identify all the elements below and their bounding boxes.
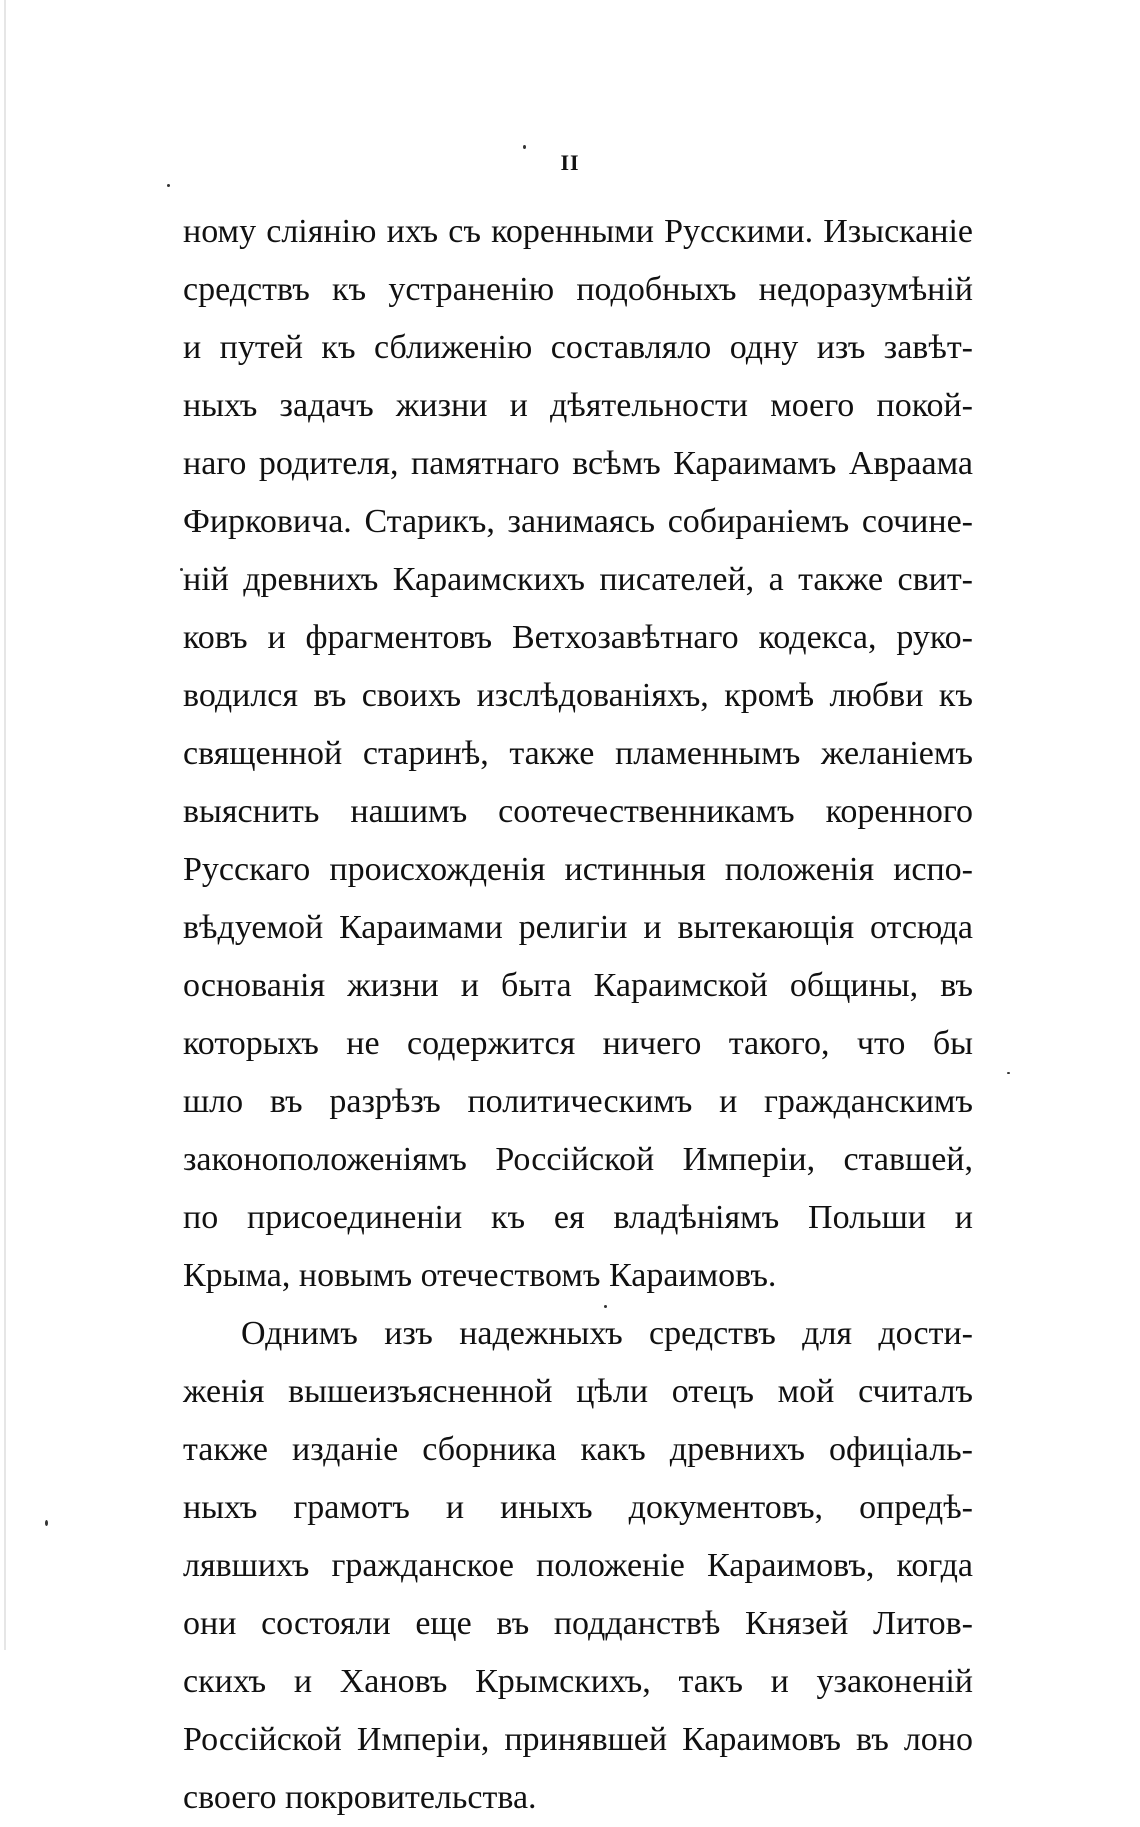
text-line: законоположенiямъ Россiйской Имперiи, ставшей,: [183, 1141, 973, 1178]
text-line: наго родителя, памятнаго всѣмъ Караимамъ Авраама: [183, 445, 973, 482]
text-line: вѣдуемой Караимами религiи и вытекающiя отсюда: [183, 909, 973, 946]
page-number: II: [560, 150, 580, 175]
text-line: средствъ къ устраненiю подобныхъ недоразумѣнiй: [183, 271, 973, 308]
scan-speck: [45, 1520, 48, 1526]
text-line: ныхъ задачъ жизни и дѣятельности моего покой-: [183, 387, 973, 424]
text-line: Фирковича. Старикъ, занимаясь собиранiемъ сочине-: [183, 503, 973, 540]
text-line: основанiя жизни и быта Караимской общины, въ: [183, 967, 973, 1004]
text-line: скихъ и Хановъ Крымскихъ, такъ и узаконенiй: [183, 1663, 973, 1700]
body-text: [183, 203, 973, 1827]
text-line: выяснить нашимъ соотечественникамъ коренного: [183, 793, 973, 830]
scan-speck: [180, 568, 183, 571]
text-line: Однимъ изъ надежныхъ средствъ для дости-: [241, 1315, 973, 1352]
page-edge-shadow: [4, 0, 6, 1650]
text-line: ковъ и фрагментовъ Ветхозавѣтнаго кодекса, руко-: [183, 619, 973, 656]
scan-speck: [1007, 1072, 1010, 1074]
scan-speck: [523, 145, 526, 149]
text-line: женiя вышеизъясненной цѣли отецъ мой считалъ: [183, 1373, 973, 1410]
text-line: священной старинѣ, также пламеннымъ желанiемъ: [183, 735, 973, 772]
text-line: Русскаго происхожденiя истинныя положенiя испо-: [183, 851, 973, 888]
text-line: нiй древнихъ Караимскихъ писателей, а также свит-: [183, 561, 973, 598]
text-line: Крыма, новымъ отечествомъ Караимовъ.: [183, 1257, 777, 1294]
scan-speck: [167, 184, 170, 187]
paragraph-1: [183, 203, 973, 1305]
text-line: также изданiе сборника какъ древнихъ офицiаль-: [183, 1431, 973, 1468]
text-line: водился въ своихъ изслѣдованiяхъ, кромѣ любви къ: [183, 677, 973, 714]
text-line: шло въ разрѣзъ политическимъ и гражданскимъ: [183, 1083, 973, 1120]
text-line: Россiйской Имперiи, принявшей Караимовъ въ лоно: [183, 1721, 973, 1758]
text-line: которыхъ не содержится ничего такого, что бы: [183, 1025, 973, 1062]
text-line: своего покровительства.: [183, 1779, 537, 1816]
text-line: ныхъ грамотъ и иныхъ документовъ, опредѣ-: [183, 1489, 973, 1526]
text-line: лявшихъ гражданское положенiе Караимовъ, когда: [183, 1547, 973, 1584]
text-line: они состояли еще въ подданствѣ Князей Литов-: [183, 1605, 973, 1642]
text-line: и путей къ сближенiю составляло одну изъ завѣт-: [183, 329, 973, 366]
text-line: ному слiянiю ихъ съ коренными Русскими. Изысканiе: [183, 213, 973, 250]
text-line: по присоединенiи къ ея владѣнiямъ Польши и: [183, 1199, 973, 1236]
scan-speck: [604, 1305, 607, 1308]
paragraph-2: [183, 1305, 973, 1827]
